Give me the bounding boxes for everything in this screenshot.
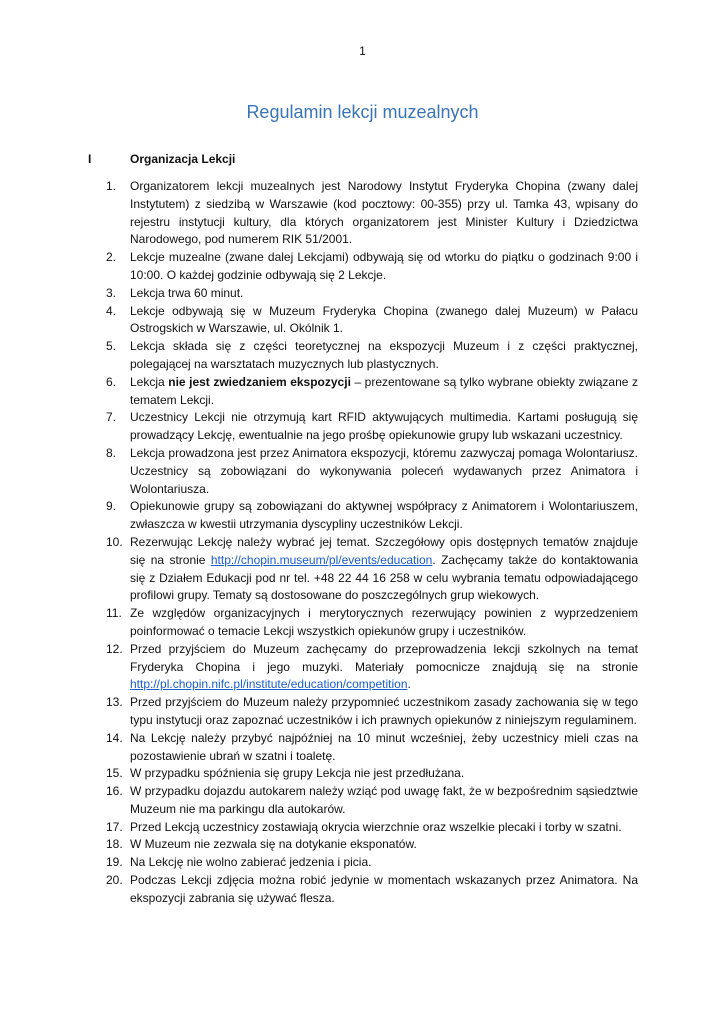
list-item-text bbox=[130, 765, 638, 783]
list-item bbox=[88, 765, 638, 783]
list-item-number: 11. bbox=[106, 606, 122, 621]
list-item-number: 5. bbox=[106, 339, 117, 354]
list-item-text bbox=[130, 445, 638, 498]
text-run: . Zachęcamy także do kontaktowania się z Działem Edukacji pod nr tel. +48 22 44 16 258 w celu wybrania tematu odpowiadającego profilowi grupy. Tematy są dostosowane do poszczególnych grup wiekowych. bbox=[130, 552, 638, 603]
list-item bbox=[88, 534, 638, 605]
list-item-text bbox=[130, 285, 638, 303]
list-item-number: 18. bbox=[106, 837, 123, 852]
link[interactable]: http://chopin.museum/pl/events/education bbox=[210, 552, 433, 567]
list-item-number: 15. bbox=[106, 766, 123, 781]
link[interactable]: http://pl.chopin.nifc.pl/institute/education/competition bbox=[130, 677, 408, 692]
text-run: Przed Lekcją uczestnicy zostawiają okrycia wierzchnie oraz wszelkie plecaki i torby w szatni. bbox=[130, 819, 622, 834]
list-item-text bbox=[130, 498, 638, 534]
list-item bbox=[88, 836, 638, 854]
list-item bbox=[88, 694, 638, 730]
text-run: Na Lekcję nie wolno zabierać jedzenia i picia. bbox=[130, 855, 372, 870]
list-item-text bbox=[130, 178, 638, 249]
list-item bbox=[88, 285, 638, 303]
list-item bbox=[88, 730, 638, 766]
list-item bbox=[88, 178, 638, 249]
list-item-number: 9. bbox=[106, 499, 117, 514]
list-item-number: 16. bbox=[106, 784, 123, 799]
text-run: Ze względów organizacyjnych i merytorycznych rezerwujący powinien z wyprzedzeniem poinformować o temacie Lekcji wszystkich opiekunów grupy i uczestników. bbox=[130, 606, 638, 638]
list-item-text bbox=[130, 872, 638, 908]
list-item bbox=[88, 409, 638, 445]
list-item bbox=[88, 854, 638, 872]
text-run: Lekcja prowadzona jest przez Animatora ekspozycji, któremu zazwyczaj pomaga Wolontariusz. Uczestnicy są zobowiązani do wykonywania poleceń wydawanych przez Animatora i Wolontariusza. bbox=[130, 445, 638, 496]
list-item-number: 2. bbox=[106, 250, 117, 265]
text-run: – prezentowane są tylko wybrane obiekty związane z tematem Lekcji. bbox=[130, 374, 638, 407]
section-title: Organizacja Lekcji bbox=[130, 152, 236, 166]
text-run: W przypadku spóźnienia się grupy Lekcja nie jest przedłużana. bbox=[130, 766, 465, 781]
list-item bbox=[88, 249, 638, 285]
text-run: Organizatorem lekcji muzealnych jest Narodowy Instytut Fryderyka Chopina (zwany dalej Instytutem) z siedzibą w Warszawie (kod pocztowy: 00-355) przy ul. Tamka 43, wpisany do rejestru instytucji kultury, dla których organizatorem jest Minister Kultury i Dziedzictwa Narodowego, pod numerem RIK 51/2001. bbox=[130, 179, 638, 247]
list-item-number: 20. bbox=[106, 873, 123, 888]
list-item-text bbox=[130, 730, 638, 766]
list-item-number: 12. bbox=[106, 641, 123, 656]
list-item bbox=[88, 605, 638, 641]
list-item-text bbox=[130, 694, 638, 730]
text-run: Uczestnicy Lekcji nie otrzymują kart RFID aktywujących multimedia. Kartami posługują się prowadzący Lekcję, ewentualnie na jego prośbę opiekunowie grupy lub wskazani uczestnicy. bbox=[130, 410, 638, 443]
list-item-number: 13. bbox=[106, 695, 123, 710]
list-item-text bbox=[130, 303, 638, 339]
text-run: Przed przyjściem do Muzeum zachęcamy do przeprowadzenia lekcji szkolnych na temat Fryderyka Chopina i jego muzyki. Materiały pomocnicze znajdują się na stronie bbox=[130, 641, 638, 674]
section-number: I bbox=[88, 152, 92, 166]
list-item-number: 6. bbox=[106, 374, 117, 389]
list-item-text bbox=[130, 783, 638, 819]
list-item bbox=[88, 374, 638, 410]
list-item-text bbox=[130, 641, 638, 694]
document-title: Regulamin lekcji muzealnych bbox=[246, 102, 479, 122]
text-run: W przypadku dojazdu autokarem należy wziąć pod uwagę fakt, że w bezpośrednim sąsiedztwie Muzeum nie ma parkingu dla autokarów. bbox=[130, 784, 638, 816]
list-item-text bbox=[130, 605, 638, 641]
text-run: W Muzeum nie zezwala się na dotykanie eksponatów. bbox=[130, 837, 417, 852]
text-run: Przed przyjściem do Muzeum należy przypomnieć uczestnikom zasady zachowania się w tego typu instytucji oraz zapoznać uczestników i ich prawnych opiekunów z niniejszym regulaminem. bbox=[130, 695, 638, 727]
bold-text: nie jest zwiedzaniem ekspozycji bbox=[168, 374, 351, 389]
list-item-text bbox=[130, 836, 638, 854]
list-item-text bbox=[130, 338, 638, 374]
list-item bbox=[88, 338, 638, 374]
text-run: Lekcja trwa 60 minut. bbox=[130, 285, 244, 300]
text-run: Lekcje odbywają się w Muzeum Fryderyka Chopina (zwanego dalej Muzeum) w Pałacu Ostrogskich w Warszawie, ul. Okólnik 1. bbox=[130, 303, 638, 336]
text-run: Lekcje muzealne (zwane dalej Lekcjami) odbywają się od wtorku do piątku o godzinach 9:00 i 10:00. O każdej godzinie odbywają się 2 Lekcje. bbox=[130, 250, 638, 282]
list-item bbox=[88, 641, 638, 694]
text-run: Rezerwując Lekcję należy wybrać jej temat. Szczegółowy opis dostępnych tematów znajduje się na stronie bbox=[130, 534, 638, 567]
list-item-text bbox=[130, 854, 638, 872]
list-item-number: 17. bbox=[106, 819, 123, 834]
list-item-text bbox=[130, 819, 638, 837]
text-run: Na Lekcję należy przybyć najpóźniej na 10 minut wcześniej, żeby uczestnicy mieli czas na pozostawienie ubrań w szatni i toaletę. bbox=[130, 730, 638, 763]
list-item-text bbox=[130, 534, 638, 605]
list-item-number: 8. bbox=[106, 445, 117, 460]
list-item-number: 10. bbox=[106, 534, 123, 549]
list-item-text bbox=[130, 374, 638, 410]
list-item-text bbox=[130, 409, 638, 445]
list-item-text bbox=[130, 249, 638, 285]
list-item-number: 3. bbox=[106, 285, 117, 300]
list-item bbox=[88, 783, 638, 819]
list-item-number: 1. bbox=[106, 179, 117, 193]
text-run: Lekcja bbox=[130, 374, 169, 389]
list-item-number: 7. bbox=[106, 410, 117, 425]
list-item bbox=[88, 872, 638, 908]
rules-list bbox=[88, 178, 638, 908]
page-number: 1 bbox=[359, 44, 366, 58]
list-item bbox=[88, 303, 638, 339]
list-item bbox=[88, 819, 638, 837]
text-run: Podczas Lekcji zdjęcia można robić jedynie w momentach wskazanych przez Animatora. Na ekspozycji zabrania się używać flesza. bbox=[130, 873, 638, 905]
text-run: Opiekunowie grupy są zobowiązani do aktywnej współpracy z Animatorem i Wolontariuszem, zwłaszcza w kwestii utrzymania dyscypliny uczestników Lekcji. bbox=[130, 499, 638, 532]
list-item-number: 19. bbox=[106, 855, 123, 870]
list-item bbox=[88, 498, 638, 534]
text-run: Lekcja składa się z części teoretycznej na ekspozycji Muzeum i z części praktycznej, polegającej na warsztatach muzycznych lub plastycznych. bbox=[130, 339, 638, 371]
section-heading bbox=[88, 152, 648, 166]
list-item-number: 4. bbox=[106, 303, 117, 318]
list-item bbox=[88, 445, 638, 498]
list-item-number: 14. bbox=[106, 730, 123, 745]
text-run: . bbox=[407, 677, 411, 692]
